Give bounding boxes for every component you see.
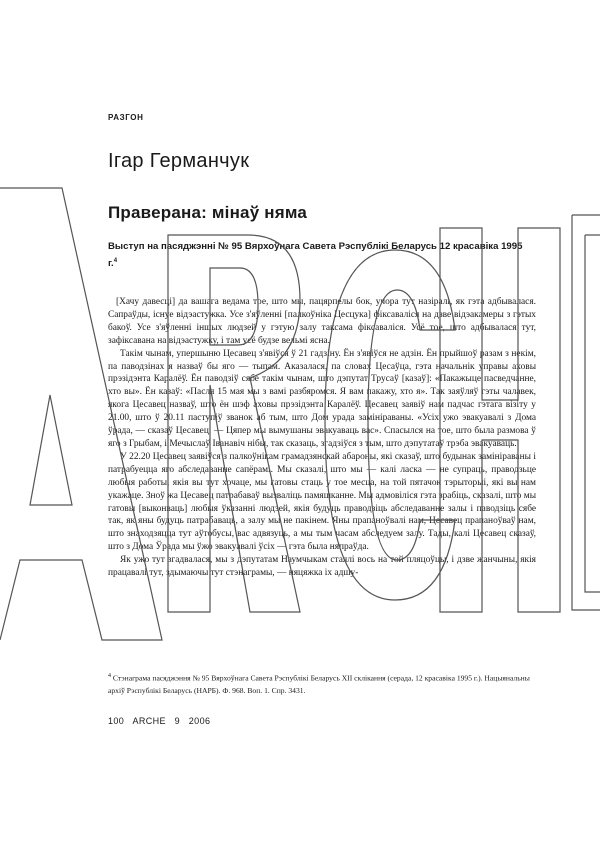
- issue-number: 9: [174, 716, 181, 726]
- footnote-marker: 4: [108, 673, 111, 679]
- article-title: Праверана: мінаў няма: [108, 203, 308, 222]
- journal-name: ARCHE: [132, 716, 166, 726]
- body-paragraph: У 22.20 Цесавец заявіўся з палкоўнікам грамадзянскай абароны, які сказаў, што будынак замініраваны і патрабуецца яго абследаванне сапёрамі. Мы сказалі, што мы — калі ласка — не супраць, праводзьце любыя работы, якія вы тут хочаце, мы гатовы стаць у тое месца, на той пятачок тэрыторыі, які вы нам укажаце. Зноў жа Цесавец патрабаваў вызваліць памяшканне. Мы адмовіліся гэта зрабіць, сказалі, што мы гатовы [выконваць] любыя ўказанні людзей, якія будуць праводзіць абследаванне залы і паводзіць сябе так, як яны будуць патрабаваць, а залу мы не пакінем. Яны прапаноўвалі нам, Цесавец прапаноўваў нам, што знаходзяцца тут аўтобусы, вас адвязуць, а мы тым часам абследуем залу. Тады, калі Цесавец сказаў, што з Дома Ўрада мы ўжо эвакуавалі ўсіх — гэта была няпраўда.: [108, 451, 536, 553]
- footnote-ref: 4: [113, 258, 118, 264]
- body-paragraph: Такім чынам, упершыню Цесавец з'явіўся ў 21 гадзіну. Ён з'явіўся не адзін. Ён прыйшоў разам з некім, па паводзінах я назваў бы яго — тыпам. Аказалася, па словах Цесаўца, гэта начальнік управы аховы прэзідэнта Каралёў. Ён паводзіў сябе такім чынам, што дэпутат Трусаў [казаў]: «Пакажыце пасведчанне, хто вы». Ён казаў: «Пасля 15 мая мы з вамі разбяромся. Я вам пакажу, хто я». Так заяўляў гэты чалавек, якога Цесавец назваў, што ён шэф аховы прэзідэнта Каралёў. Цесавец заявіў нам падчас гэтага візіту у 21.00, што ў 20.11 паступіў званок аб тым, што Дом урада замініраваны. «Усіх ужо эвакуавалі з Дома ўрада, — сказаў Цесавец. — Цяпер мы вымушаны эвакуаваць вас». Спасылся на тое, што была размова ў яго з Грыбам, і Мечыслаў Іванавіч нібы, так сказаць, згадзіўся з тым, што дэпутатаў трэба эвакуаваць.: [108, 348, 536, 449]
- section-label: РАЗГОН: [108, 113, 144, 122]
- author-name: Ігар Германчук: [108, 150, 250, 172]
- footnote-text: Стэнаграма пасяджэння № 95 Вярхоўнага Савета Рэспублікі Беларусь XII склікання (серада, 12 красавіка 1995 г.). Нацыянальны архіў Рэспублікі Беларусь (НАРБ). Ф. 968. Воп. 1. Спр. 3431.: [108, 673, 530, 695]
- footnote: [108, 670, 538, 697]
- body-paragraph: Як ужо тут згадвалася, мы з дэпутатам Наумчыкам стаялі вось на той пляцоўцы, і дзве жанчыны, якія працавалі тут, здымаючы тут стэнаграмы, — няцяжка іх адшу-: [108, 555, 536, 579]
- page-footer: [108, 716, 210, 726]
- article-body: [108, 296, 536, 580]
- page-number: 100: [108, 716, 125, 726]
- article-subtitle: [108, 239, 528, 271]
- issue-year: 2006: [188, 716, 211, 726]
- body-paragraph: [Хачу давесці] да вашага ведама тое, што мы, пацярпелы бок, учора тут назіралі, як гэта адбывалася. Сапраўды, існуе відэастужка. Усе з'яўленні [палкоўніка Цесцука] фіксаваліся на дзве відэакамеры з гэтых бакоў. Усе з'яўленні іншых людзей у гэтую залу таксама фіксаваліся. Усё тое, што адбывалася тут, зафіксавана на відэастужку, і там усё будзе вельмі ясна.: [108, 297, 536, 346]
- subtitle-text: Выступ на пасяджэнні № 95 Вярхоўнага Савета Рэспублікі Беларусь 12 красавіка 1995 г.: [108, 241, 523, 270]
